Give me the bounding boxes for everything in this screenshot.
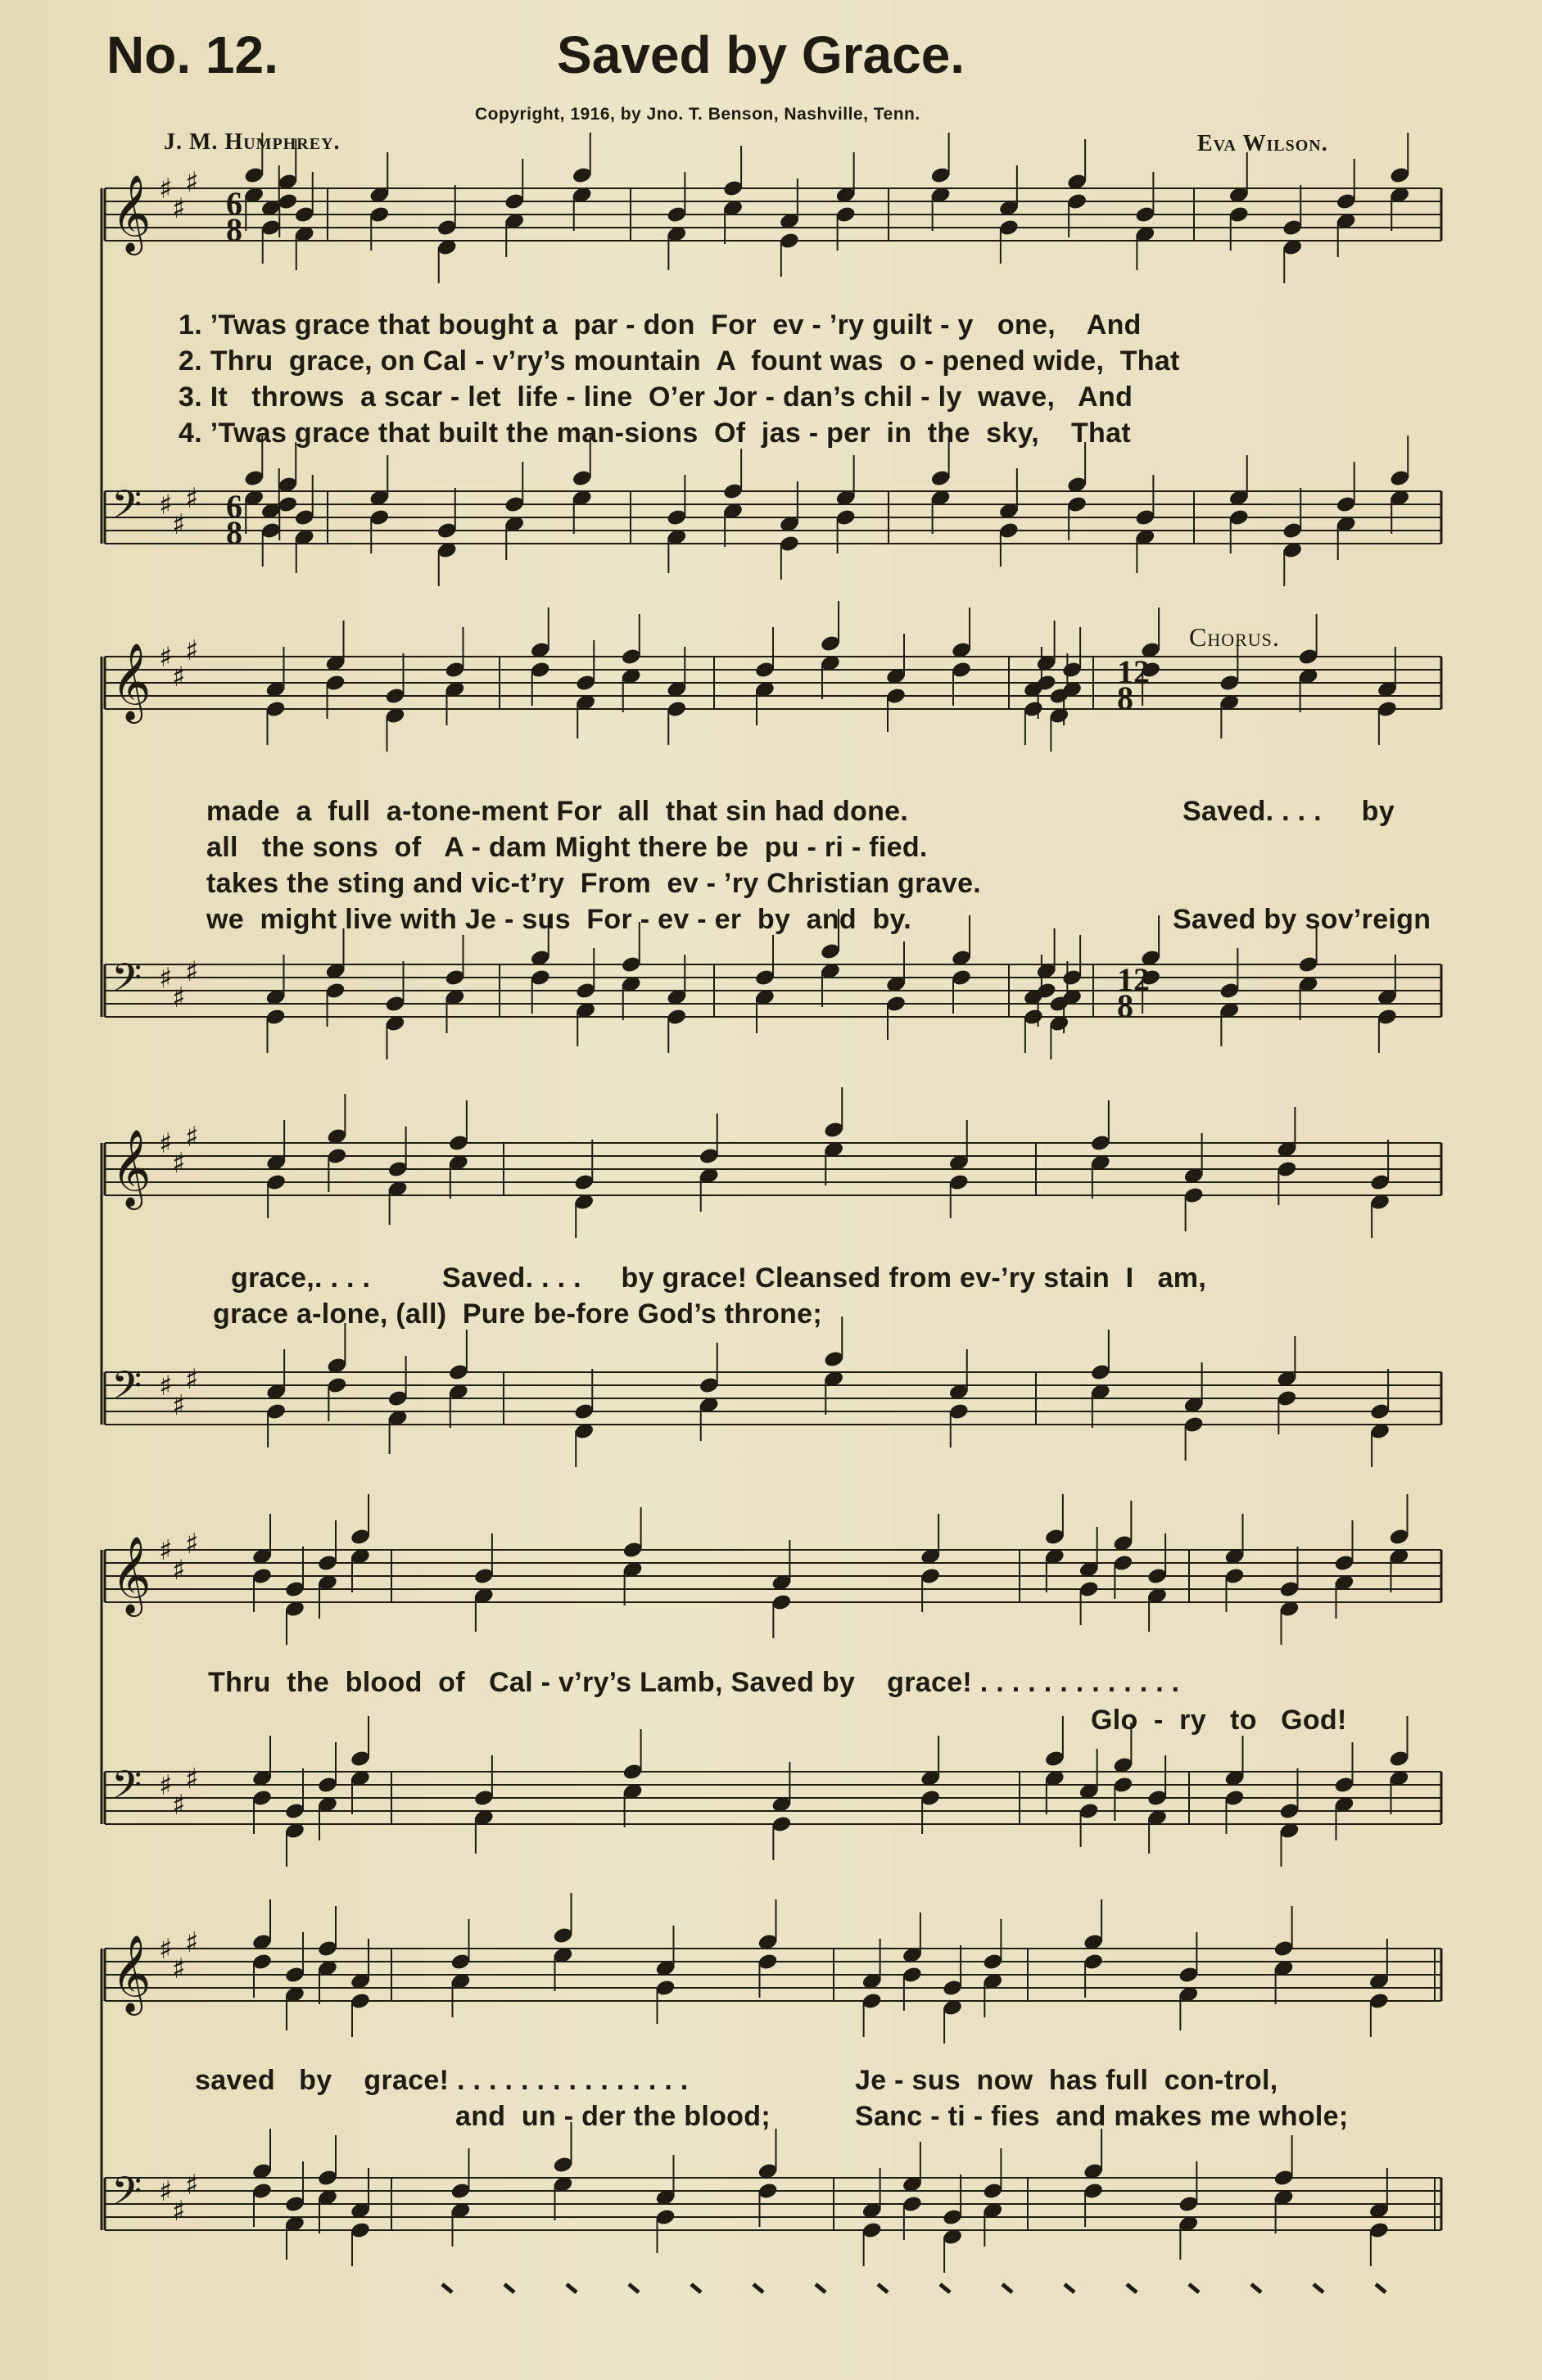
ornament-mark [1376, 2284, 1386, 2292]
sharp-icon: ♯ [159, 1370, 173, 1402]
ornament-mark [753, 2284, 763, 2292]
sharp-icon: ♯ [159, 641, 173, 674]
bass-clef-icon: 𝄢 [111, 955, 142, 1010]
chorus-line-2: grace a-lone, (all) Pure be-fore God’s throne; [213, 1298, 822, 1330]
ornament-mark [940, 2284, 950, 2292]
copyright-notice: Copyright, 1916, by Jno. T. Benson, Nashville, Tenn. [475, 105, 920, 124]
ornament-mark [1251, 2284, 1261, 2292]
chorus-label: Chorus. [1189, 622, 1280, 652]
ornament-mark [816, 2284, 825, 2292]
ornament-mark [878, 2284, 888, 2292]
time-signature: 8 [226, 211, 242, 248]
sharp-icon: ♯ [159, 1534, 173, 1567]
time-signature: 6 [226, 488, 242, 525]
bass-clef-icon: 𝄢 [111, 2168, 142, 2224]
ornament-mark [691, 2284, 701, 2292]
time-signature: 8 [226, 514, 242, 551]
time-signature: 8 [1117, 680, 1133, 716]
treble-clef-icon: 𝄞 [111, 1536, 151, 1614]
chorus-line-1: grace,. . . . Saved. . . . by grace! Cleansed from ev-’ry stain I am, [231, 1262, 1207, 1294]
ornament-mark [629, 2284, 639, 2292]
composer-credit: J. M. Humphrey. [164, 129, 341, 155]
ornament-mark [504, 2284, 514, 2292]
sharp-icon: ♯ [159, 962, 173, 995]
chorus-line-7: Je - sus now has full con-trol, [855, 2065, 1278, 2096]
ornament-mark [1065, 2284, 1074, 2292]
ornament-mark [1127, 2284, 1137, 2292]
verse-line-4: 4. ’Twas grace that built the man-sions Of jas - per in the sky, That [179, 418, 1131, 449]
chorus-line-3: Thru the blood of Cal - v’ry’s Lamb, Saved by grace! . . . . . . . . . . . . . [208, 1667, 1180, 1698]
sharp-icon: ♯ [172, 1554, 186, 1587]
verse-line-3-cont: takes the sting and vic-t’ry From ev - ’ry Christian grave. [206, 868, 982, 899]
time-signature: 6 [226, 185, 242, 222]
bass-clef-icon: 𝄢 [111, 1362, 142, 1418]
ornament-mark [442, 2284, 452, 2292]
chorus-line-8: Sanc - ti - fies and makes me whole; [855, 2101, 1349, 2132]
verse-line-4-cont: we might live with Je - sus For - ev - er by and by. [206, 904, 911, 935]
hymn-title: Saved by Grace. [557, 25, 965, 84]
treble-clef-icon: 𝄞 [111, 174, 151, 252]
sharp-icon: ♯ [159, 2175, 173, 2208]
chorus-line-5: saved by grace! . . . . . . . . . . . . . . . [195, 2065, 689, 2096]
time-signature: 12 [1117, 961, 1150, 998]
chorus-start-line-2: Saved by sov’reign [1173, 904, 1431, 935]
bass-clef-icon: 𝄢 [111, 481, 142, 537]
sharp-icon: ♯ [185, 1528, 199, 1560]
sharp-icon: ♯ [172, 1789, 186, 1822]
chorus-line-6: and un - der the blood; [455, 2101, 771, 2132]
sharp-icon: ♯ [185, 1121, 199, 1154]
ornament-mark [1314, 2284, 1323, 2292]
hymn-number: No. 12. [106, 25, 278, 84]
sharp-icon: ♯ [172, 508, 186, 541]
ornament-mark [1002, 2284, 1012, 2292]
sharp-icon: ♯ [159, 1769, 173, 1802]
chorus-line-4: Glo - ry to God! [1091, 1705, 1347, 1736]
verse-line-3: 3. It throws a scar - let life - line O’er Jor - dan’s chil - ly wave, And [179, 382, 1133, 413]
sharp-icon: ♯ [185, 955, 199, 988]
sharp-icon: ♯ [172, 1953, 186, 1985]
sharp-icon: ♯ [185, 482, 199, 515]
sharp-icon: ♯ [185, 1763, 199, 1795]
verse-line-2: 2. Thru grace, on Cal - v’ry’s mountain A fount was o - pened wide, That [179, 345, 1180, 377]
chorus-start-line-1: Saved. . . . by [1183, 796, 1395, 827]
ornament-mark [567, 2284, 577, 2292]
sharp-icon: ♯ [172, 1147, 186, 1180]
treble-clef-icon: 𝄞 [111, 1935, 151, 2012]
verse-line-1: 1. ’Twas grace that bought a par - don For ev - ’ry guilt - y one, And [179, 309, 1142, 341]
ornament-mark [1189, 2284, 1199, 2292]
sharp-icon: ♯ [172, 982, 186, 1014]
sharp-icon: ♯ [185, 2169, 199, 2202]
sharp-icon: ♯ [159, 173, 173, 205]
sharp-icon: ♯ [185, 1926, 199, 1959]
treble-clef-icon: 𝄞 [111, 1129, 151, 1207]
verse-line-1-cont: made a full a-tone-ment For all that sin had done. [206, 796, 909, 827]
treble-clef-icon: 𝄞 [111, 643, 151, 720]
sharp-icon: ♯ [185, 166, 199, 199]
sharp-icon: ♯ [159, 489, 173, 522]
sharp-icon: ♯ [172, 2195, 186, 2228]
sharp-icon: ♯ [159, 1127, 173, 1160]
sharp-icon: ♯ [172, 1389, 186, 1422]
sharp-icon: ♯ [172, 661, 186, 693]
sharp-icon: ♯ [185, 1363, 199, 1396]
time-signature: 8 [1117, 987, 1133, 1024]
sharp-icon: ♯ [159, 1933, 173, 1966]
verse-line-2-cont: all the sons of A - dam Might there be pu - ri - fied. [206, 832, 928, 863]
sharp-icon: ♯ [172, 192, 186, 225]
time-signature: 12 [1117, 653, 1150, 690]
sharp-icon: ♯ [185, 635, 199, 667]
author-credit: Eva Wilson. [1197, 131, 1328, 156]
bass-clef-icon: 𝄢 [111, 1762, 142, 1818]
